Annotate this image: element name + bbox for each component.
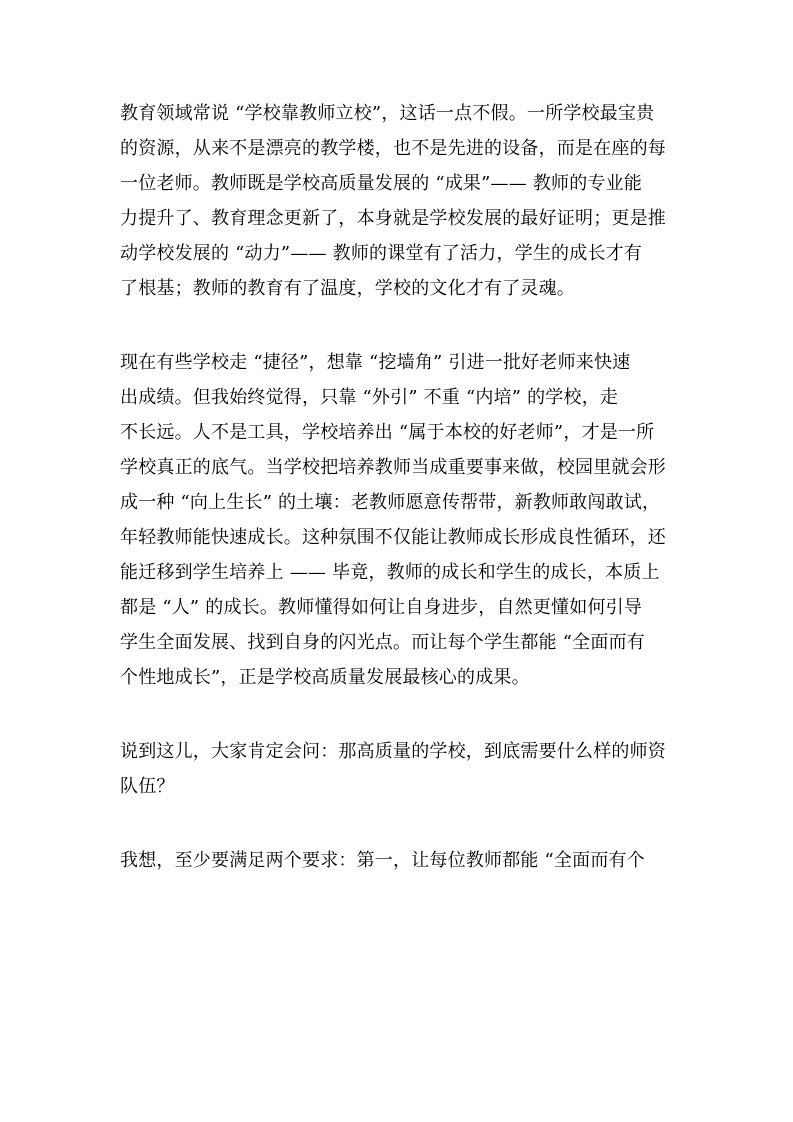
text-line: 的资源，从来不是漂亮的教学楼，也不是先进的设备，而是在座的每 bbox=[120, 138, 666, 159]
text-line: 力提升了、教育理念更新了，本身就是学校发展的最好证明；更是推 bbox=[120, 208, 666, 229]
text-line: 成一种 “向上生长” 的土壤：老教师愿意传帮带，新教师敢闯敢试， bbox=[120, 492, 661, 513]
paragraph-gap bbox=[120, 306, 680, 345]
text-line: 了根基；教师的教育有了温度，学校的文化才有了灵魂。 bbox=[120, 278, 575, 299]
text-line: 队伍？ bbox=[120, 776, 175, 797]
paragraph bbox=[120, 96, 680, 306]
text-line: 现在有些学校走 “捷径”，想靠 “挖墙角” 引进一批好老师来快速 bbox=[120, 352, 631, 373]
paragraph bbox=[120, 843, 680, 878]
paragraph bbox=[120, 345, 680, 695]
text-line: 不长远。人不是工具，学校培养出 “属于本校的好老师”，才是一所 bbox=[120, 422, 655, 443]
text-line: 出成绩。但我始终觉得，只靠 “外引” 不重 “内培” 的学校，走 bbox=[120, 387, 619, 408]
text-line: 我想，至少要满足两个要求：第一，让每位教师都能 “全面而有个 bbox=[120, 850, 645, 871]
text-line: 都是 “人” 的成长。教师懂得如何让自身进步，自然更懂如何引导 bbox=[120, 597, 643, 618]
text-line: 动学校发展的 “动力”—— 教师的课堂有了活力，学生的成长才有 bbox=[120, 243, 643, 264]
text-line: 一位老师。教师既是学校高质量发展的 “成果”—— 教师的专业能 bbox=[120, 173, 643, 194]
text-line: 年轻教师能快速成长。这种氛围不仅能让教师成长形成良性循环，还 bbox=[120, 527, 666, 548]
text-line: 学校真正的底气。当学校把培养教师当成重要事来做，校园里就会形 bbox=[120, 457, 666, 478]
text-line: 学生全面发展、找到自身的闪光点。而让每个学生都能 “全面而有 bbox=[120, 632, 645, 653]
document-body bbox=[120, 96, 680, 878]
text-line: 个性地成长”，正是学校高质量发展最核心的成果。 bbox=[120, 667, 530, 688]
paragraph-gap bbox=[120, 695, 680, 734]
text-line: 说到这儿，大家肯定会问：那高质量的学校，到底需要什么样的师资 bbox=[120, 741, 666, 762]
text-line: 能迁移到学生培养上 —— 毕竟，教师的成长和学生的成长，本质上 bbox=[120, 562, 660, 583]
text-line: 教育领域常说 “学校靠教师立校”，这话一点不假。一所学校最宝贵 bbox=[120, 103, 655, 124]
paragraph bbox=[120, 734, 680, 804]
paragraph-gap bbox=[120, 804, 680, 843]
